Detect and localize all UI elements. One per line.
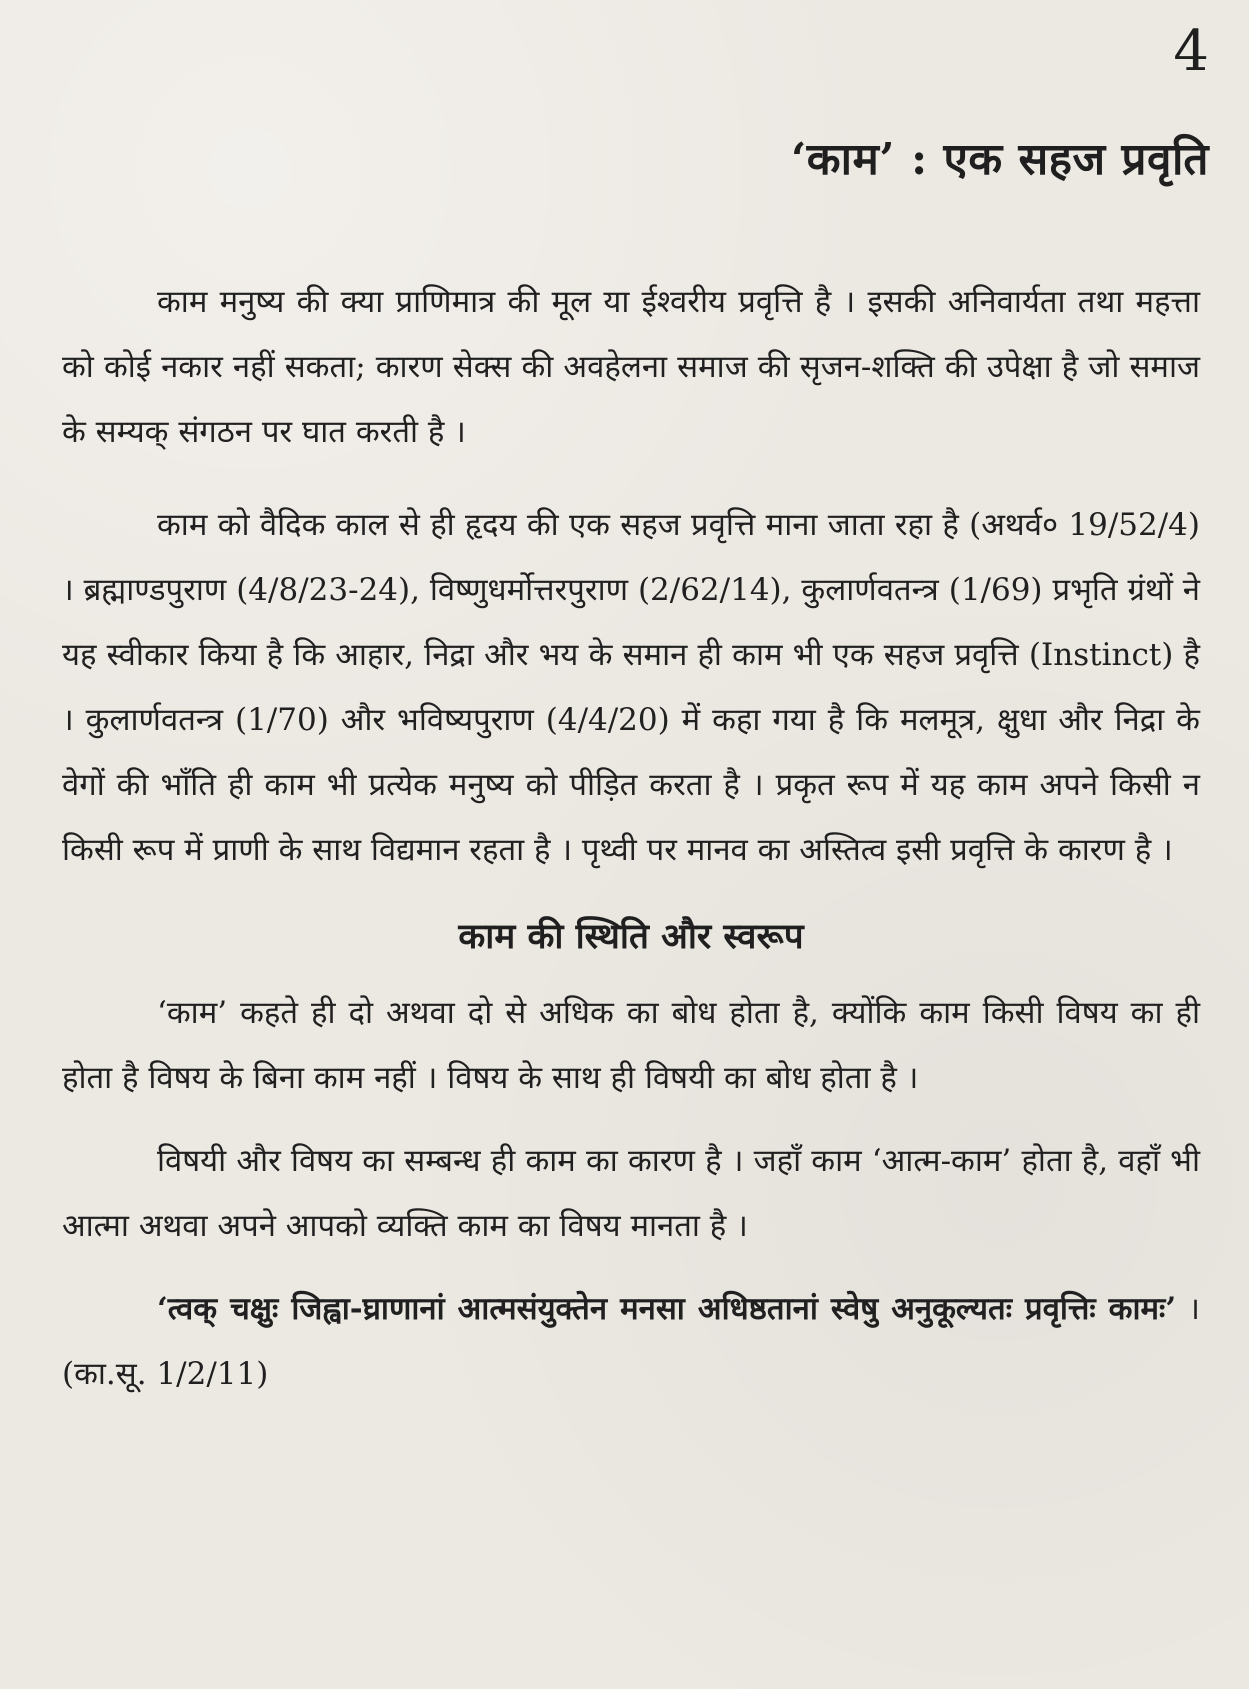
section-heading: काम की स्थिति और स्वरूप — [458, 916, 804, 957]
section-paragraph-1: ‘काम’ कहते ही दो अथवा दो से अधिक का बोध होता है, क्योंकि काम किसी विषय का ही होता है विषय के बिना काम नहीं । विषय के साथ ही विषयी का बोध होता है । — [62, 995, 1200, 1096]
intro-paragraph-2: काम को वैदिक काल से ही हृदय की एक सहज प्रवृत्ति माना जाता रहा है (अथर्व० 19/52/4) । ब्रह्माण्डपुराण (4/8/23-24), विष्णुधर्मोत्तरपुराण (2/62/14), कुलार्णवतन्त्र (1/69) प्रभृति ग्रंथों ने यह स्वीकार किया है कि आहार, निद्रा और भय के समान ही काम भी एक सहज प्रवृत्ति (Instinct) है । कुलार्णवतन्त्र (1/70) और भविष्यपुराण (4/4/20) में कहा गया है कि मलमूत्र, क्षुधा और निद्रा के वेगों की भाँति ही काम भी प्रत्येक मनुष्य को पीड़ित करता है । प्रकृत रूप में यह काम अपने किसी न किसी रूप में प्राणी के साथ विद्यमान रहता है । पृथ्वी पर मानव का अस्तित्व इसी प्रवृत्ति के कारण है । — [62, 507, 1200, 868]
section-paragraph-2: विषयी और विषय का सम्बन्ध ही काम का कारण है । जहाँ काम ‘आत्म-काम’ होता है, वहाँ भी आत्मा अथवा अपने आपको व्यक्ति काम का विषय मानता है । — [62, 1143, 1200, 1244]
sanskrit-quote — [62, 1277, 1200, 1407]
chapter-number: 4 — [1173, 19, 1209, 84]
chapter-content — [62, 270, 1200, 1407]
intro-paragraph-1: काम मनुष्य की क्या प्राणिमात्र की मूल या ईश्वरीय प्रवृत्ति है । इसकी अनिवार्यता तथा महत्ता को कोई नकार नहीं सकता; कारण सेक्स की अवहेलना समाज की सृजन-शक्ति की उपेक्षा है जो समाज के सम्यक् संगठन पर घात करती है । — [62, 284, 1200, 450]
quote-reference: । (का.सू. 1/2/11) — [62, 1291, 1200, 1392]
quote-verse: ‘त्वक् चक्षुः जिह्वा-घ्राणानां आत्मसंयुक्तेन मनसा अधिष्ठतानां स्वेषु अनुकूल्यतः प्रवृत्तिः कामः’ — [157, 1291, 1177, 1327]
chapter-title: ‘काम’ : एक सहज प्रवृति — [790, 134, 1209, 185]
